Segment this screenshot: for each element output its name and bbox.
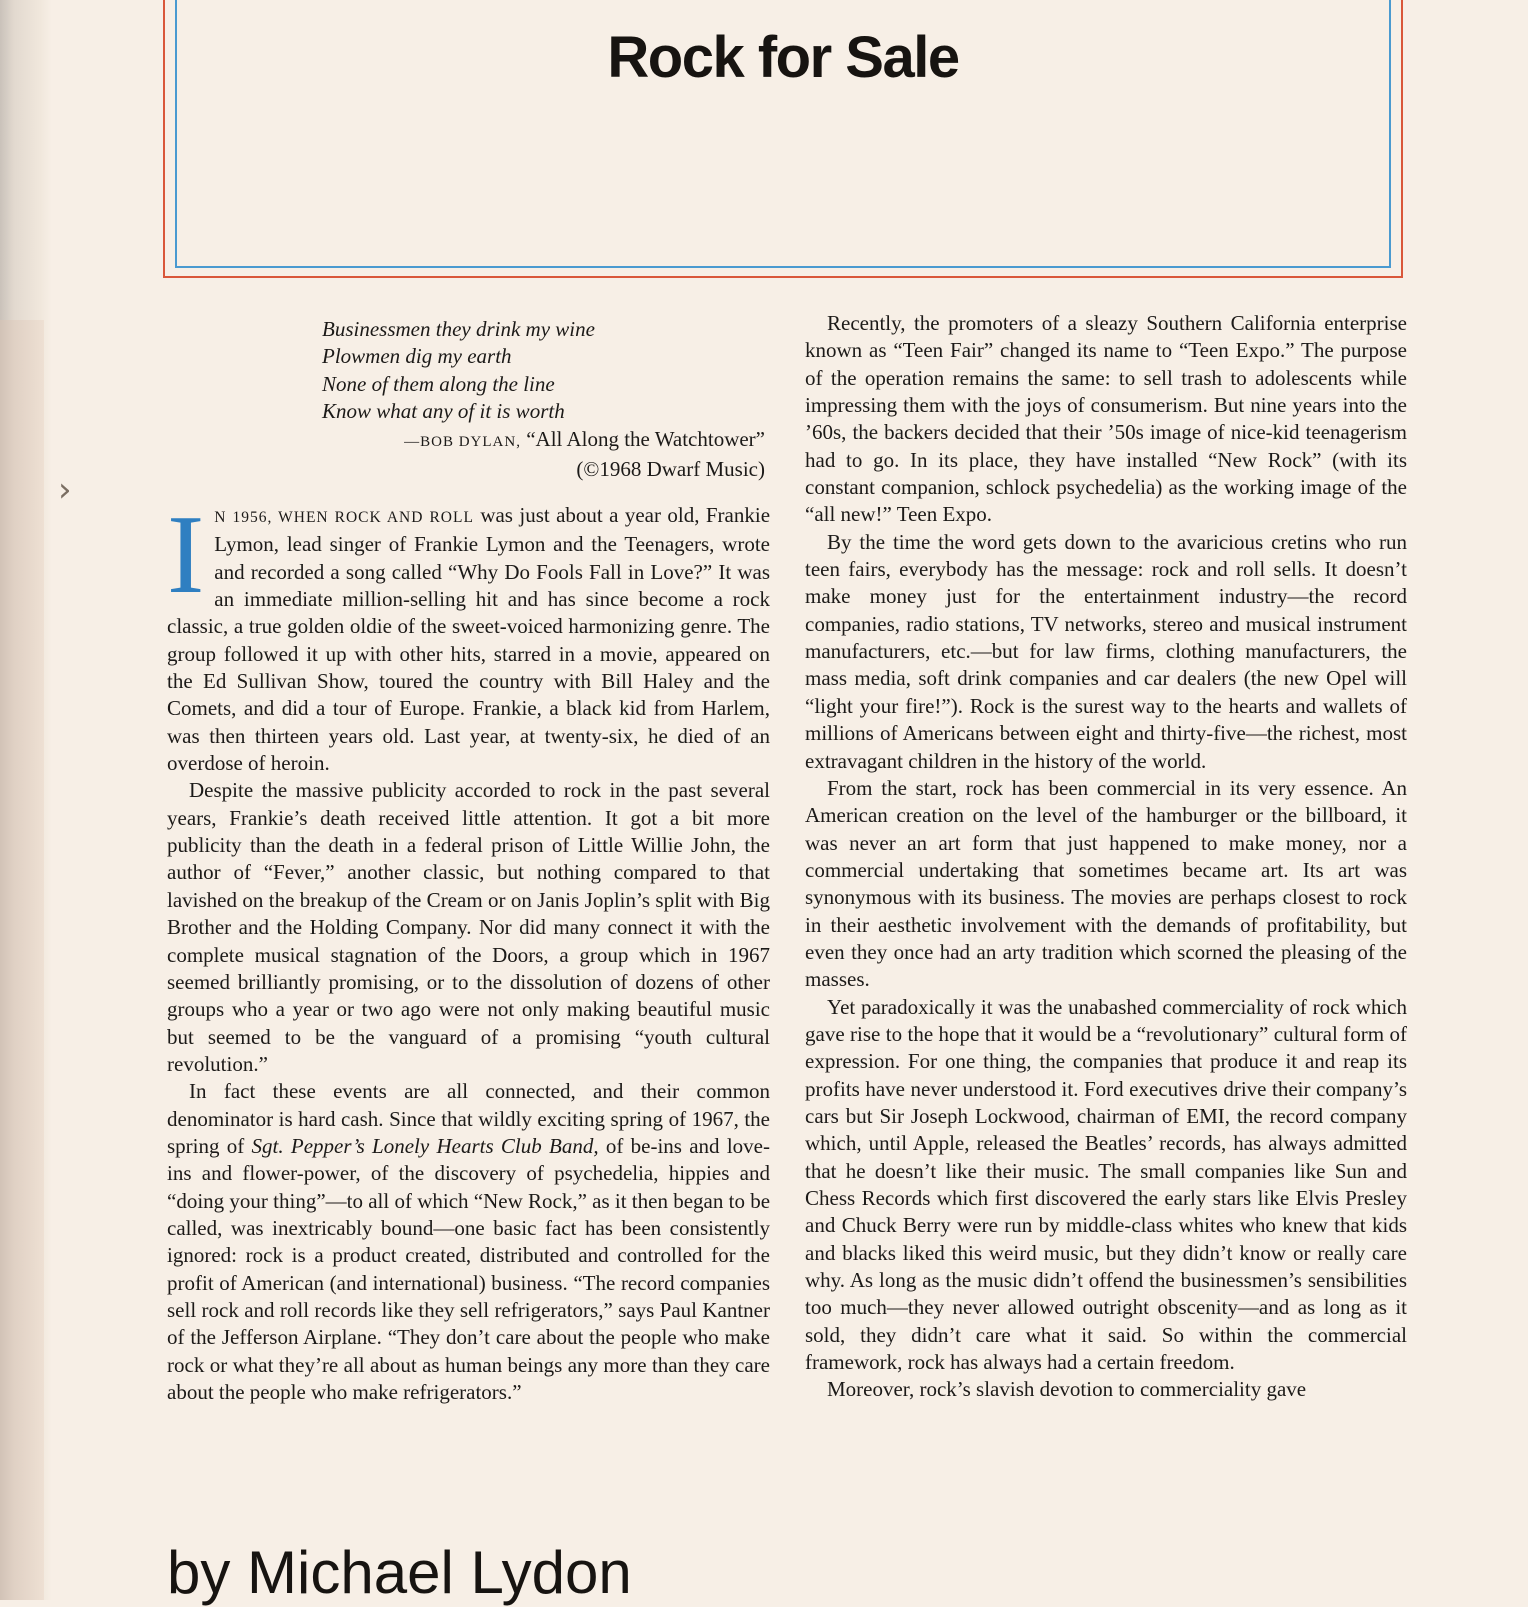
article-column-left [167, 493, 771, 1406]
article-paragraph [167, 493, 771, 777]
epigraph-line: Businessmen they drink my wine [322, 317, 595, 341]
lead-in-smallcaps: N 1956, WHEN ROCK AND ROLL [214, 509, 474, 526]
epigraph [322, 316, 765, 483]
paragraph-text: of be-ins and love-ins and flower-power, of the discovery of psychedelia, hippies and “doing your thing”—to all of which “New Rock,” as it then began to be called, was inextricably bound—one basic fact has been consistently ignored: rock is a product created, distributed and controlled for the profit of American (and international) business. “The record companies sell rock and roll records like they sell refrigerators,” says Paul Kantner of the Jefferson Airplane. “They don’t care about the people who make rock or what they’re all about as human beings any more than they care about the people who make refrigerators.” [167, 1133, 771, 1404]
article-paragraph: Recently, the promoters of a sleazy Southern California enterprise known as “Teen Fair” changed its name to “Teen Expo.” The purpose of the operation remains the same: to sell trash to adolescents while impressing them with the joys of consumerism. But nine years into the ’60s, the backers decided that their ’50s image of nice-kid teenagerism had to go. In its place, they have installed “New Rock” (with its constant companion, schlock psychedelia) as the working image of the “all new!” Teen Expo. [805, 311, 1407, 527]
epigraph-song: “All Along the Watchtower” [526, 426, 765, 451]
epigraph-line: Plowmen dig my earth [322, 344, 512, 369]
epigraph-line: None of them along the line [322, 371, 555, 396]
page-title: Rock for Sale [607, 25, 959, 90]
paragraph-text: In fact these events are all connected, and their common denominator is hard cash. Since that wildly exciting spring of 1967, the spring of [167, 1079, 770, 1158]
article-column-right [805, 310, 1407, 1404]
title-frame [163, 0, 1403, 278]
byline: by Michael Lydon [167, 1539, 632, 1606]
epigraph-attribution [322, 426, 765, 456]
article-paragraph [167, 1078, 770, 1406]
chevron-right-icon: › [58, 470, 72, 510]
article-paragraph: From the start, rock has been commercial in its very essence. An American creation on the level of the hamburger or the billboard, it was never an art form that just happened to make money, nor a commercial undertaking that sometimes became art. Its art was synonymous with its business. The movies are perhaps closest to rock in their aesthetic involvement with the demands of profitability, but even they once had an arty tradition which scorned the pleasing of the masses. [805, 775, 1407, 992]
drop-cap: I [167, 493, 205, 617]
page-gutter-shadow [0, 320, 44, 1600]
epigraph-copyright: (©1968 Dwarf Music) [576, 457, 765, 482]
album-title: Sgt. Pepper’s Lonely Hearts Club Band, [251, 1133, 599, 1158]
article-paragraph: Despite the massive publicity accorded to rock in the past several years, Frankie’s death received little attention. It got a bit more publicity than the death in a federal prison of Little Willie John, the author of “Fever,” another classic, but nothing compared to that lavished on the breakup of the Cream or on Janis Joplin’s split with Big Brother and the Holding Company. Nor did many connect it with the complete musical stagnation of the Doors, a group which in 1967 seemed brilliantly promising, or to the dissolution of dozens of other groups who a year or two ago were not only making beautiful music but seemed to be the vanguard of a promising “youth cultural revolution.” [167, 778, 770, 1076]
article-paragraph: Yet paradoxically it was the unabashed commerciality of rock which gave rise to the hope that it would be a “revolutionary” cultural form of expression. For one thing, the companies that produce it and reap its profits have never understood it. Ford executives drive their company’s cars but Sir Joseph Lockwood, chairman of EMI, the record company which, until Apple, released the Beatles’ records, has always admitted that he doesn’t like their music. The small companies like Sun and Chess Records which first discovered the early stars like Elvis Presley and Chuck Berry were run by middle-class whites who knew that kids and blacks liked this weird music, but they didn’t know or really care why. As long as the music didn’t offend the businessmen’s sensibilities too much—they never allowed outright obscenity—and as long as it sold, they didn’t care what it said. So within the commercial framework, rock has always had a certain freedom. [805, 994, 1407, 1375]
article-paragraph: Moreover, rock’s slavish devotion to commerciality gave [827, 1377, 1307, 1402]
paragraph-text: was just about a year old, Frankie Lymon, lead singer of Frankie Lymon and the Teenagers, wrote and recorded a song called “Why Do Fools Fall in Love?” It was an immediate million-selling hit and has since become a rock classic, a true golden oldie of the sweet-voiced harmonizing genre. The group followed it up with other hits, starred in a movie, appeared on the Ed Sullivan Show, toured the country with Bill Haley and the Comets, and did a tour of Europe. Frankie, a black kid from Harlem, was then thirteen years old. Last year, at twenty-six, he died of an overdose of heroin. [167, 503, 771, 776]
article-paragraph: By the time the word gets down to the avaricious cretins who run teen fairs, everybody has the message: rock and roll sells. It doesn’t make money just for the entertainment industry—the record companies, radio stations, TV networks, stereo and musical instrument manufacturers, etc.—but for law firms, clothing manufacturers, the mass media, soft drink companies and car dealers (the new Opel will “light your fire!”). Rock is the surest way to the hearts and wallets of millions of Americans between eight and thirty-five—the richest, most extravagant children in the history of the world. [805, 529, 1407, 773]
epigraph-author: —BOB DYLAN, [404, 433, 521, 450]
epigraph-line: Know what any of it is worth [322, 399, 565, 424]
